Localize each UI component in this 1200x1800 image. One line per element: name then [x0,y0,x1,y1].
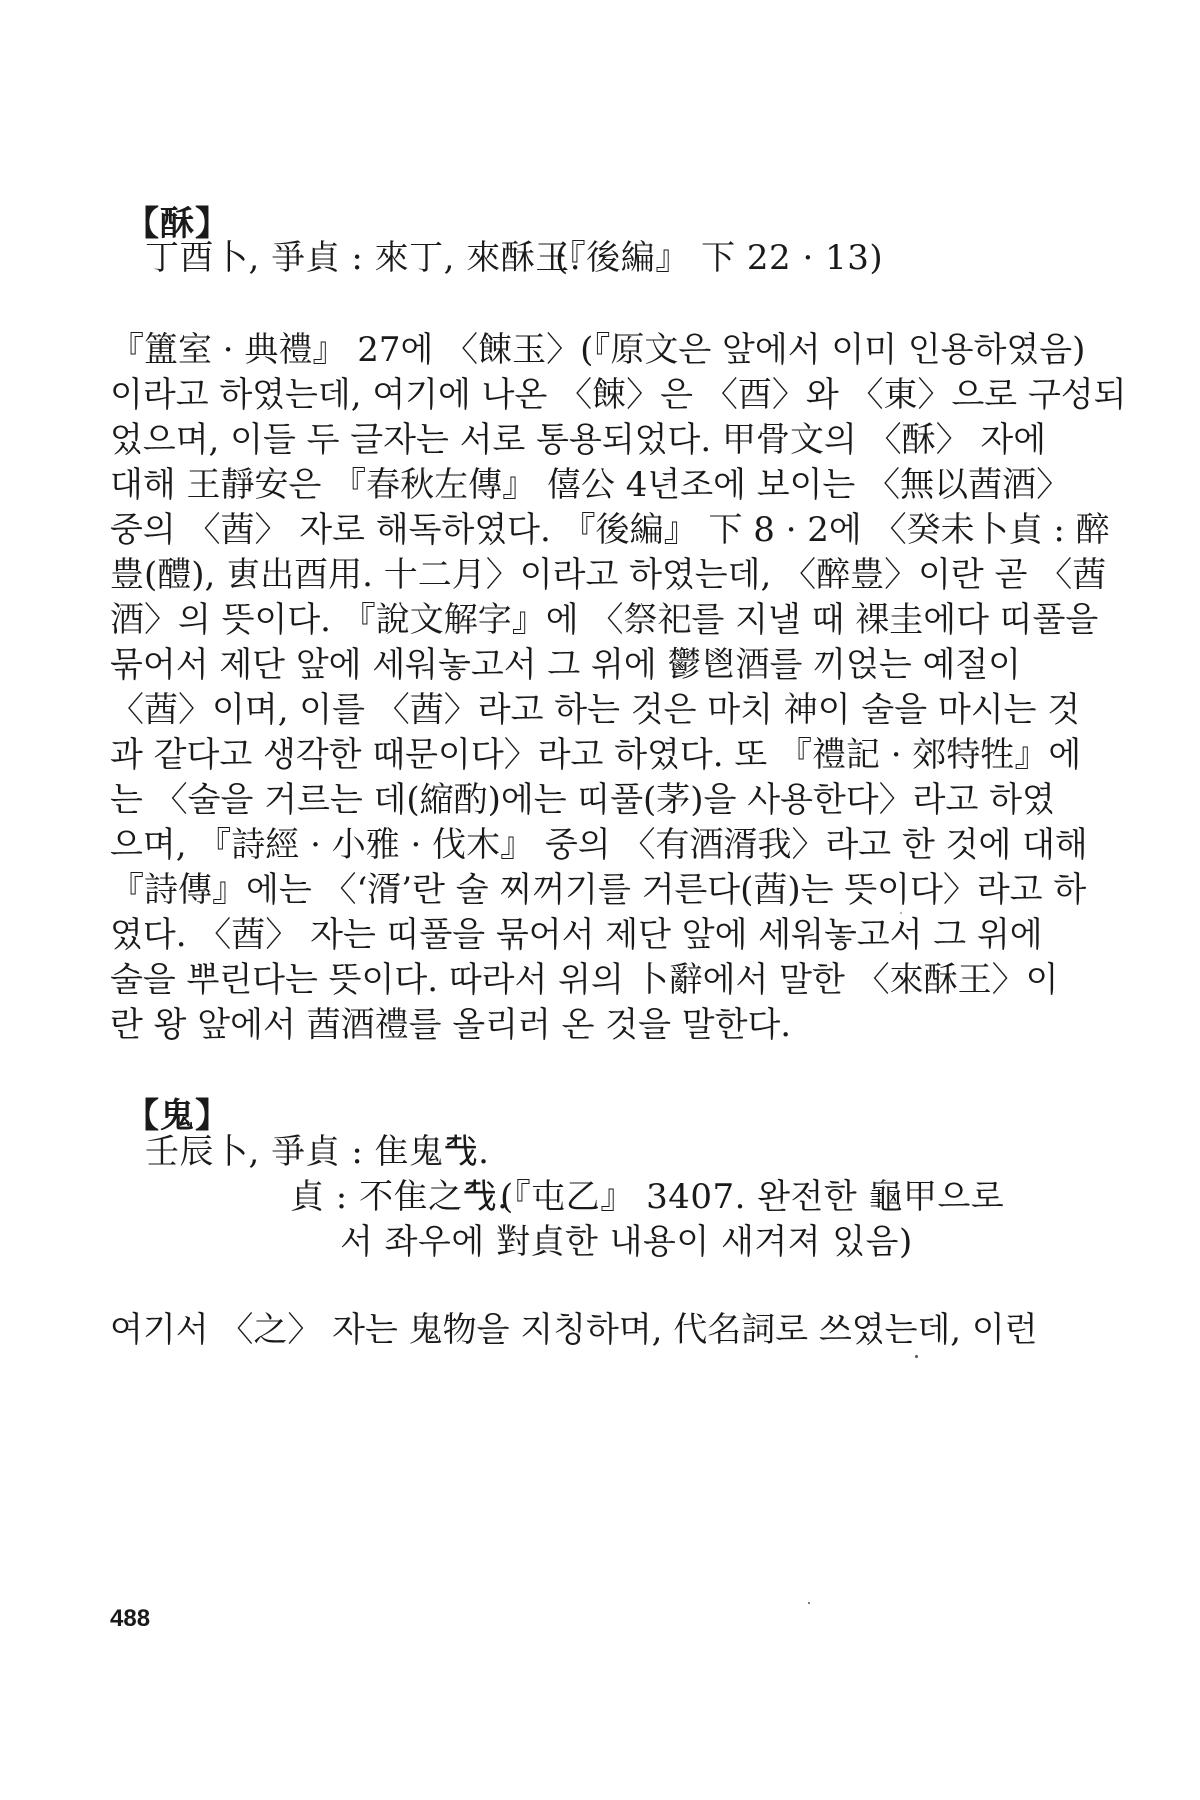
paragraph-line: 었으며, 이들 두 글자는 서로 통용되었다. 甲骨文의 〈酥〉 자에 [110,420,1047,460]
inscription-line-3: 서 좌우에 對貞한 내용이 새겨져 있음) [340,1222,913,1262]
paragraph-line: 豊(醴), 叀出酉用. 十二月〉이라고 하였는데, 〈醉豊〉이란 곧 〈莤 [110,555,1107,595]
paragraph-line: 는 〈술을 거르는 데(縮酌)에는 띠풀(茅)을 사용한다〉라고 하였 [110,780,1055,820]
paragraph-line: 여기서 〈之〉 자는 鬼物을 지칭하며, 代名詞로 쓰였는데, 이런 [110,1310,1038,1350]
inscription-line-2: 貞 : 不隹之𢦔. [290,1177,509,1217]
paragraph-line: 중의 〈莤〉 자로 해독하였다. 『後編』 下 8 · 2에 〈癸未卜貞 : 醉 [110,510,1110,550]
paragraph-line: 과 같다고 생각한 때문이다〉라고 하였다. 또 『禮記 · 郊特牲』에 [110,735,1082,775]
paragraph-line: 였다. 〈莤〉 자는 띠풀을 묶어서 제단 앞에 세워놓고서 그 위에 [110,915,1043,955]
scan-speck [808,1602,810,1604]
entry-heading-gwi: 【鬼】 [125,1096,230,1136]
paragraph-line: 『詩傳』에는 〈‘湑’란 술 찌꺼기를 거른다(莤)는 뜻이다〉라고 하 [110,870,1087,910]
inscription-text: 丁酉卜, 爭貞 : 來丁, 來酥王. [145,238,582,278]
paragraph-line: 〈莤〉이며, 이를 〈莤〉라고 하는 것은 마치 神이 술을 마시는 것 [110,690,1081,730]
paragraph-line: 酒〉의 뜻이다. 『說文解字』에 〈祭祀를 지낼 때 裸圭에다 띠풀을 [110,600,1099,640]
inscription-line-1: 壬辰卜, 爭貞 : 隹鬼𢦔. [145,1132,490,1172]
paragraph-line: 대해 王靜安은 『春秋左傳』 僖公 4년조에 보이는 〈無以莤酒〉 [110,465,1071,505]
inscription-source: (『後編』 下 22 · 13) [555,238,884,278]
inscription-line-2-source: (『屯乙』 3407. 완전한 龜甲으로 [500,1177,1005,1217]
paragraph-line: 술을 뿌린다는 뜻이다. 따라서 위의 卜辭에서 말한 〈來酥王〉이 [110,960,1059,1000]
scan-speck [915,1355,918,1358]
scan-speck [900,912,902,914]
entry-heading-su: 【酥】 [125,204,230,244]
paragraph-line: 이라고 하였는데, 여기에 나온 〈餗〉은 〈酉〉와 〈東〉으로 구성되 [110,375,1127,415]
paragraph-line: 『簠室 · 典禮』 27에 〈餗玉〉(『原文은 앞에서 이미 인용하였음) [110,330,1086,370]
paragraph-line: 으며, 『詩經 · 小雅 · 伐木』 중의 〈有酒湑我〉라고 한 것에 대해 [110,825,1088,865]
page-number: 488 [110,1605,151,1632]
paragraph-line: 란 왕 앞에서 莤酒禮를 올리러 온 것을 말한다. [110,1005,792,1045]
paragraph-line: 묶어서 제단 앞에 세워놓고서 그 위에 鬱鬯酒를 끼얹는 예절이 [110,645,1022,685]
